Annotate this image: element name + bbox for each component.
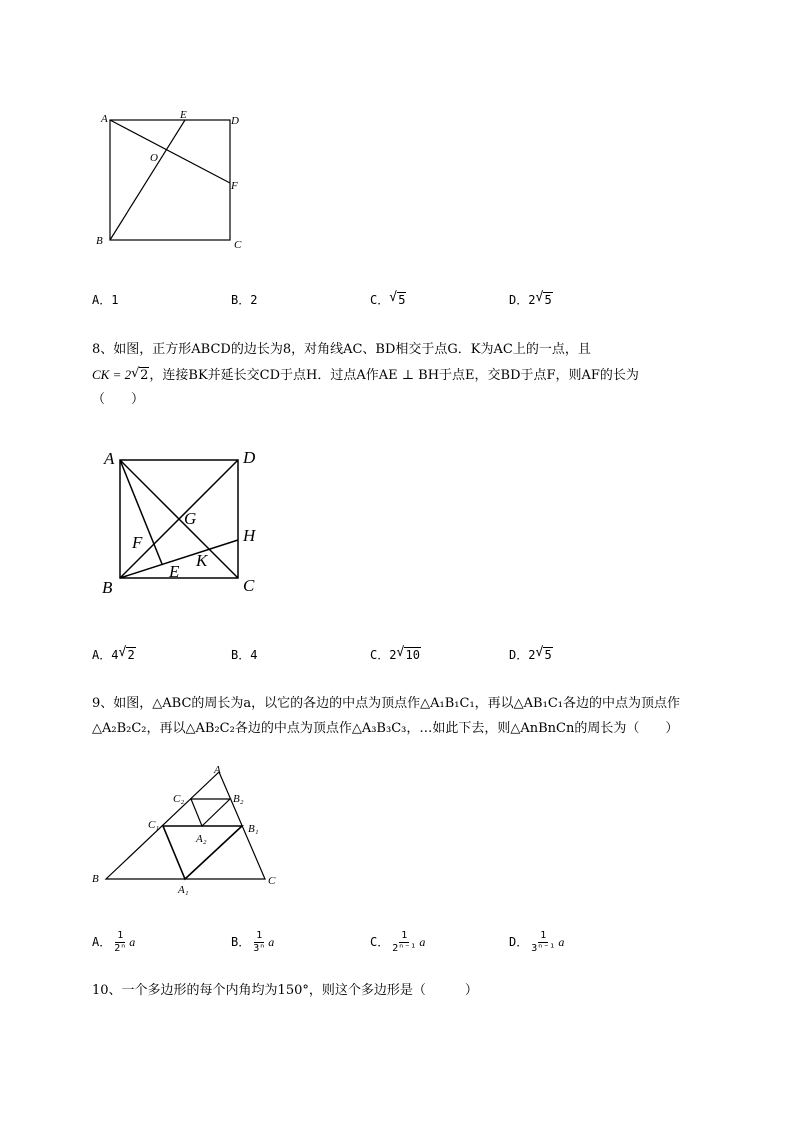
segment-af (110, 120, 230, 183)
numerator: 1 (540, 930, 547, 941)
ck-expression: CK = 2 (92, 367, 132, 382)
label-b1: B₁ (248, 823, 259, 835)
label-a: A (104, 449, 115, 468)
coefficient: 2 (528, 293, 536, 307)
label-o: O (150, 152, 158, 164)
label-c1: C₁ (148, 819, 160, 831)
radicand: 5 (544, 648, 552, 662)
q8-option-b[interactable] (231, 645, 257, 665)
variable: a (558, 935, 565, 949)
coefficient: 2 (528, 648, 536, 662)
option-letter: B． (231, 648, 251, 662)
q7-option-a[interactable] (92, 290, 118, 310)
sqrt-expression (118, 645, 135, 665)
label-b: B (92, 873, 99, 885)
q8-answer-paren: （ ） (92, 392, 145, 407)
q7-option-d[interactable] (509, 290, 553, 310)
label-a2: A₂ (196, 833, 207, 845)
coefficient: 2 (389, 648, 397, 662)
q8-line1: 8、如图，正方形ABCD的边长为8，对角线AC、BD相交于点G．K为AC上的一点，且 (92, 342, 591, 357)
variable: a (268, 935, 275, 949)
label-a1: A₁ (178, 884, 189, 896)
q8-option-c[interactable] (370, 645, 421, 665)
denominator: 2ⁿ (114, 943, 127, 954)
option-letter: D． (509, 648, 529, 662)
q9-option-c[interactable] (370, 930, 425, 955)
label-b2: B₂ (233, 793, 244, 805)
q7-option-b[interactable] (231, 290, 257, 310)
denominator: 2ⁿ⁻¹ (392, 943, 417, 954)
label-f: F (231, 180, 238, 192)
fraction (253, 930, 265, 955)
denominator: 3ⁿ (253, 943, 266, 954)
q8-option-d[interactable] (509, 645, 553, 665)
option-letter: B． (231, 935, 251, 949)
label-e: E (169, 562, 180, 581)
figure-q9 (88, 760, 288, 900)
radicand: 5 (398, 293, 406, 307)
sqrt-expression (535, 645, 552, 665)
option-letter: C． (370, 293, 390, 307)
segment-be (110, 120, 185, 240)
option-value: 2 (250, 293, 258, 307)
q9-option-b[interactable] (231, 930, 274, 955)
option-letter: A． (92, 648, 112, 662)
label-c: C (243, 576, 255, 595)
option-letter: A． (92, 293, 112, 307)
figure-q7 (90, 105, 260, 255)
q9-option-d[interactable] (509, 930, 564, 955)
option-letter: C． (370, 648, 390, 662)
label-c2: C₂ (173, 793, 185, 805)
q9-option-a[interactable] (92, 930, 135, 955)
label-g: G (184, 509, 197, 528)
label-k: K (196, 551, 208, 570)
sqrt-expression (131, 366, 149, 386)
sqrt-expression (535, 290, 552, 310)
q8-line2-rest: ，连接BK并延长交CD于点H．过点A作AE ⊥ BH于点E，交BD于点F，则AF的长为 (149, 368, 639, 383)
label-c: C (234, 239, 242, 251)
option-letter: A． (92, 935, 112, 949)
figure-q8 (95, 440, 275, 605)
numerator: 1 (256, 930, 263, 941)
label-d: D (231, 115, 239, 127)
option-letter: D． (509, 935, 529, 949)
radicand: 5 (544, 293, 552, 307)
option-letter: D． (509, 293, 529, 307)
denominator: 3ⁿ⁻¹ (531, 943, 556, 954)
q9-line2: △A₂B₂C₂，再以△AB₂C₂各边的中点为顶点作△A₃B₃C₃，…如此下去，则△AnBnCn的周长为（ ） (92, 721, 679, 736)
fraction (392, 930, 416, 955)
variable: a (419, 935, 426, 949)
sqrt-expression (396, 645, 420, 665)
fraction (531, 930, 555, 955)
radicand: 2 (140, 368, 149, 383)
q8-option-a[interactable] (92, 645, 136, 665)
radicand: 10 (405, 648, 420, 662)
label-a: A (214, 764, 221, 776)
q7-option-c[interactable] (370, 290, 406, 310)
label-e: E (180, 109, 187, 121)
coefficient: 4 (111, 648, 119, 662)
fraction (114, 930, 126, 955)
q10-text: 10、一个多边形的每个内角均为150°，则这个多边形是（ ） (92, 983, 478, 998)
square-abcd (110, 120, 230, 240)
variable: a (129, 935, 136, 949)
radicand: 2 (127, 648, 135, 662)
label-b: B (102, 578, 113, 597)
label-d: D (243, 448, 256, 467)
option-letter: B． (231, 293, 251, 307)
label-b: B (96, 235, 103, 247)
label-a: A (101, 113, 108, 125)
triangle-a2b2c2 (191, 799, 230, 826)
numerator: 1 (401, 930, 408, 941)
q9-line1: 9、如图，△ABC的周长为a，以它的各边的中点为顶点作△A₁B₁C₁，再以△AB₁C₁各边的中点为顶点作 (92, 696, 680, 711)
option-value: 4 (250, 648, 258, 662)
sqrt-expression (389, 290, 406, 310)
option-value: 1 (111, 293, 119, 307)
q8-line2 (92, 365, 639, 386)
label-h: H (243, 526, 256, 545)
label-c: C (268, 875, 276, 887)
numerator: 1 (117, 930, 124, 941)
label-f: F (132, 533, 143, 552)
option-letter: C． (370, 935, 390, 949)
